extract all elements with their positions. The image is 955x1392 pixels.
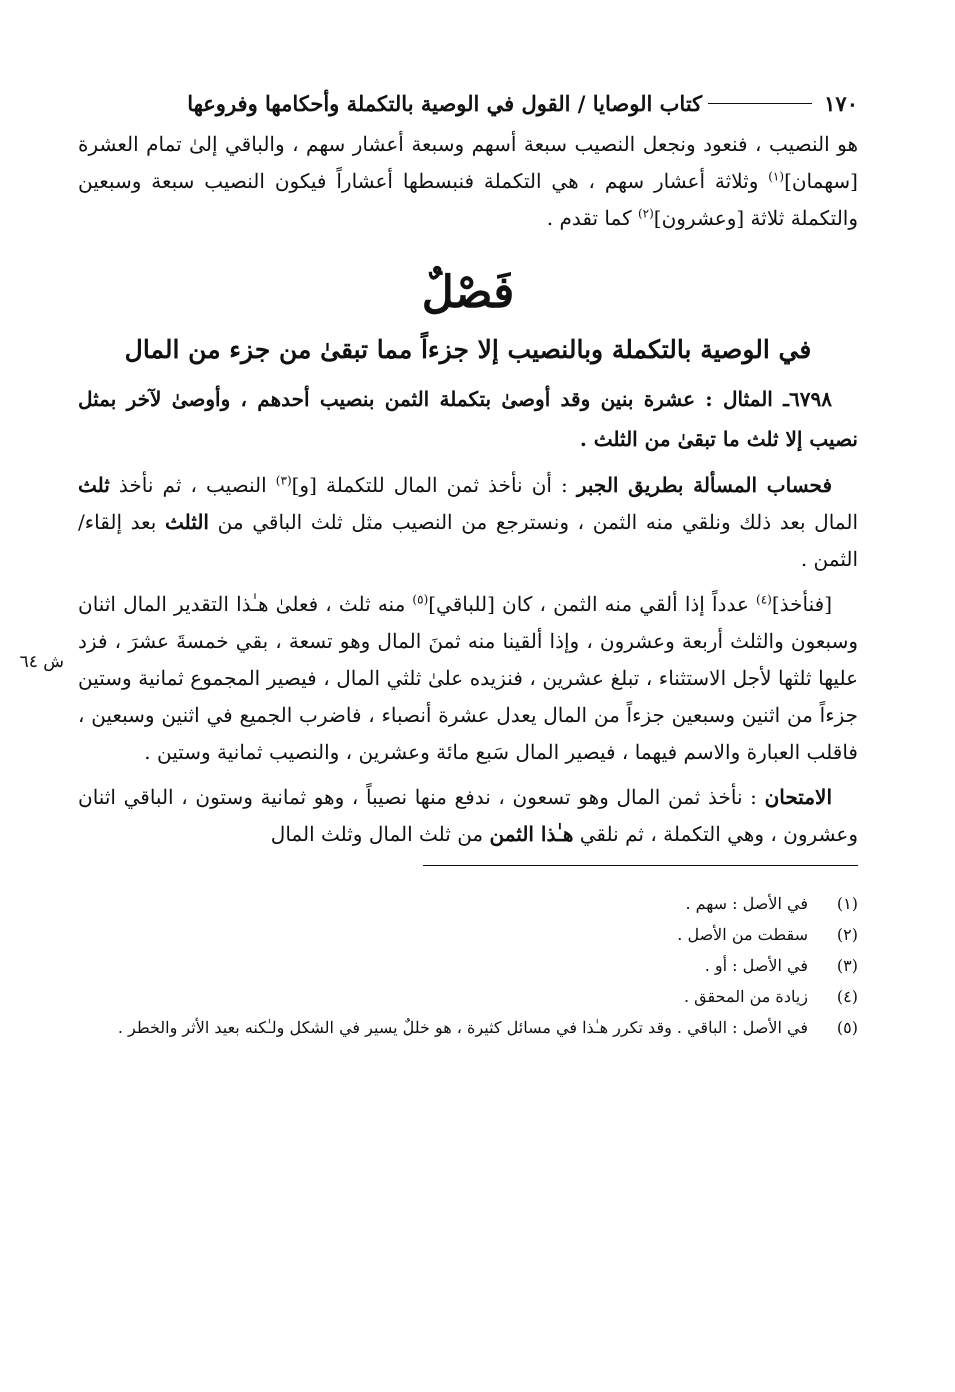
- calc-text-a: : أن نأخذ ثمن المال للتكملة [و]: [291, 473, 577, 497]
- footnote-number: (١): [836, 894, 858, 913]
- footnote-ref-2: (٢): [637, 206, 654, 221]
- calc-text-c: المال بعد ذلك ونلقي منه الثمن ، ونسترجع من النصيب مثل ثلث الباقي من: [208, 510, 858, 534]
- footnote-number: (٣): [836, 956, 858, 975]
- footnote-ref-4: (٤): [756, 592, 772, 607]
- body-text-a: [فنأخذ]: [771, 592, 832, 616]
- body-paragraph: [78, 586, 858, 771]
- test-paragraph: [78, 779, 858, 853]
- footnote-ref-3: (٣): [275, 473, 292, 488]
- running-header: [78, 86, 858, 120]
- book-page: [78, 86, 858, 1043]
- footnote-separator: [423, 865, 858, 866]
- footnote-number: (٥): [836, 1018, 858, 1037]
- intro-text-a: هو النصيب ، فنعود ونجعل النصيب سبعة أسهم وسبعة أعشار سهم ، والباقي إلىٰ تمام العشرة [سهمان]: [78, 132, 858, 193]
- footnote-text: في الأصل : سهم .: [685, 894, 808, 913]
- example-paragraph: ٦٧٩٨ـ المثال : عشرة بنين وقد أوصىٰ بتكملة الثمن بنصيب أحدهم ، وأوصىٰ لآخر بمثل نصيب إلا ثلث ما تبقىٰ من الثلث .: [78, 387, 858, 451]
- footnote-number: (٤): [836, 987, 858, 1006]
- calc-text-b: النصيب ، ثم نأخذ: [109, 473, 276, 497]
- intro-text-c: كما تقدم .: [546, 206, 638, 230]
- footnote-item: [78, 888, 858, 919]
- calc-bold-lead: فحساب المسألة بطريق الجبر: [576, 473, 833, 497]
- footnote-item: [78, 919, 858, 950]
- footnote-number: (٢): [836, 925, 858, 944]
- intro-text-b: وثلاثة أعشار سهم ، هي التكملة فنبسطها أعشاراً فيكون النصيب سبعة وسبعين والتكملة ثلاثة [وعشرون]: [78, 169, 858, 230]
- calculation-paragraph: [78, 467, 858, 578]
- test-text-a: : نأخذ ثمن المال وهو تسعون ، ندفع منها نصيباً ، وهو ثمانية وستون ، الباقي اثنان وعشرون ، وهي التكملة ، ثم نلقي: [78, 785, 858, 846]
- footnote-text: سقطت من الأصل .: [677, 925, 808, 944]
- body-text-c: منه ثلث ، فعلىٰ هـٰذا التقدير المال اثنان وسبعون والثلث أربعة وعشرون ، وإذا ألقينا منه ثمنَ المال وهو تسعة ، بقي خمسةَ عشرَ ، فزد عليها ثلثها لأجل الاستثناء ، تبلغ عشرين ، فنزيده علىٰ ثلثي المال ، فيصير المجموع ثمانية وستين جزءاً من اثنين وسبعين جزءاً من المال يعدل عشرة أنصباء ، فاضرب الجميع في اثنين وسبعين ، فاقلب العبارة والاسم فيهما ، فيصير المال سَبع مائة وعشرين ، والنصيب ثمانية وستين .: [78, 592, 858, 764]
- footnote-text: زيادة من المحقق .: [684, 987, 808, 1006]
- section-title: في الوصية بالتكملة وبالنصيب إلا جزءاً مما تبقىٰ من جزء من المال: [124, 335, 812, 364]
- intro-paragraph: [78, 126, 858, 237]
- footnote-item: [78, 981, 858, 1012]
- footnote-text: في الأصل : الباقي . وقد تكرر هـٰذا في مسائل كثيرة ، هو خللٌ يسير في الشكل ولـٰكنه بعيد الأثر والخطر .: [117, 1018, 808, 1037]
- test-text-b: من ثلث المال وثلث المال: [270, 822, 490, 846]
- footnote-text: في الأصل : أو .: [704, 956, 808, 975]
- test-bold-lead: الامتحان: [764, 785, 832, 809]
- calc-text-d: بعد إلقاء/ الثمن .: [78, 510, 858, 571]
- calc-bold-end: الثلث: [165, 510, 209, 534]
- section-ornament-heading: فَصْلٌ: [421, 267, 515, 318]
- footnote-ref-5: (٥): [412, 592, 429, 607]
- header-title: كتاب الوصايا / القول في الوصية بالتكملة وأحكامها وفروعها: [187, 90, 703, 116]
- body-text-b: عدداً إذا ألقي منه الثمن ، كان [للباقي]: [428, 592, 757, 616]
- calc-bold-mid: ثلث: [78, 473, 110, 497]
- footnote-ref-1: (١): [768, 169, 785, 184]
- header-rule: [708, 103, 812, 104]
- page-number: ١٧٠: [824, 90, 858, 116]
- footnotes: [78, 888, 858, 1043]
- test-bold-mid: هـٰذا الثمن: [489, 822, 574, 846]
- footnote-item: [78, 950, 858, 981]
- footnote-item: [78, 1012, 858, 1043]
- margin-manuscript-note: ش ٦٤: [19, 652, 64, 672]
